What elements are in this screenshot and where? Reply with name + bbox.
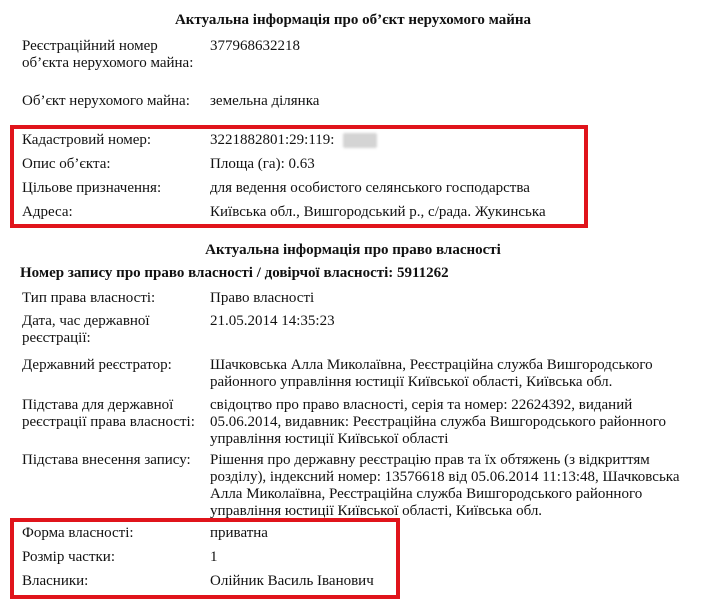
label-share-size: Розмір частки: (22, 549, 115, 565)
redacted-cadastral-suffix (343, 133, 377, 148)
label-address: Адреса: (22, 204, 73, 220)
label-purpose: Цільове призначення: (22, 180, 162, 196)
value-state-registrar: Шачковська Алла Миколаївна, Реєстраційна служба Вишгородського районного управління юстиції Київської області, Київська обл. (210, 357, 653, 390)
label-object-description: Опис об’єкта: (22, 156, 111, 172)
value-cadastral-number: 3221882801:29:119: (210, 132, 335, 148)
value-ownership-form: приватна (210, 525, 268, 541)
value-object-description: Площа (га): 0.63 (210, 156, 315, 172)
label-property-object: Об’єкт нерухомого майна: (22, 93, 190, 109)
label-state-registrar: Державний реєстратор: (22, 357, 172, 373)
label-registration-number: Реєстраційний номер об’єкта нерухомого майна: (22, 38, 194, 71)
value-registration-datetime: 21.05.2014 14:35:23 (210, 313, 335, 329)
label-cadastral-number: Кадастровий номер: (22, 132, 152, 148)
value-registration-basis: свідоцтво про право власності, серія та номер: 22624392, виданий 05.06.2014, видавник: Реєстраційна служба Вишгородського районного управління юстиції Київської області (210, 397, 666, 447)
value-registration-number: 377968632218 (210, 38, 300, 54)
section2-title: Актуальна інформація про право власності (205, 242, 501, 258)
value-address: Київська обл., Вишгородський р., с/рада. Жукинська (210, 204, 546, 220)
label-registration-basis: Підстава для державної реєстрації права власності: (22, 397, 195, 430)
value-purpose: для ведення особистого селянського господарства (210, 180, 530, 196)
record-number-heading: Номер запису про право власності / довірчої власності: 5911262 (20, 265, 449, 281)
value-owners: Олійник Василь Іванович (210, 573, 374, 589)
label-entry-basis: Підстава внесення запису: (22, 452, 191, 468)
value-entry-basis: Рішення про державну реєстрацію прав та їх обтяжень (з відкриттям розділу), індексний номер: 13576618 від 05.06.2014 11:13:48, Шачковська Алла Миколаївна, Реєстраційна служба Вишгородського районного управління юстиції Київської області, Київська обл. (210, 452, 680, 519)
value-ownership-type: Право власності (210, 290, 315, 306)
section1-title: Актуальна інформація про об’єкт нерухомого майна (174, 12, 532, 28)
label-owners: Власники: (22, 573, 89, 589)
label-registration-datetime: Дата, час державної реєстрації: (22, 313, 150, 346)
value-share-size: 1 (210, 549, 218, 565)
value-property-object: земельна ділянка (210, 93, 320, 109)
label-ownership-form: Форма власності: (22, 525, 134, 541)
label-ownership-type: Тип права власності: (22, 290, 156, 306)
